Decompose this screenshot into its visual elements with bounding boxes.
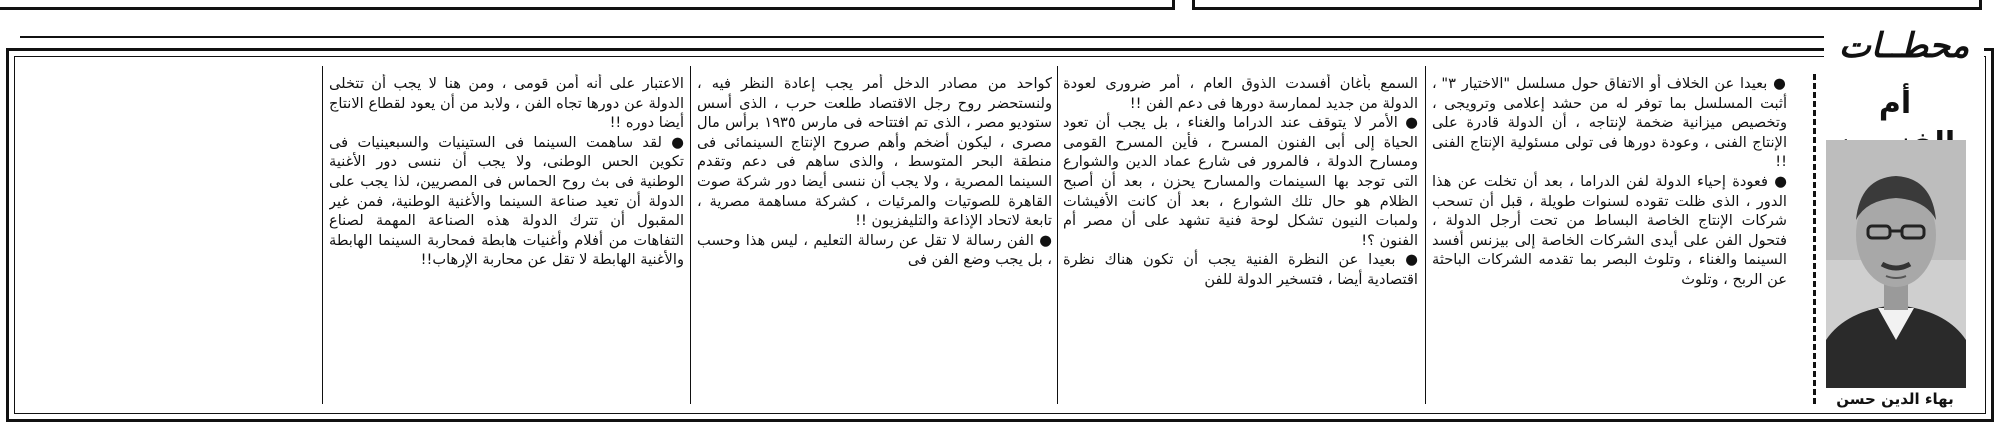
column-divider xyxy=(690,66,691,404)
column-title: أم xyxy=(1878,86,1912,121)
article-column-1 xyxy=(1432,74,1787,404)
author-photo xyxy=(1826,140,1966,388)
paragraph: ● بعيدا عن الخلاف أو الاتفاق حول مسلسل "الاختيار ٣" ، أثبت المسلسل بما توفر له من حشد إعلامى وترويجى ، وتخصيص ميزانية ضخمة لإنتاجه ، أن الدولة قادرة على الإنتاج الفنى ، وعودة دورها فى تولى مسئولية الإنتاج الفنى !! xyxy=(1432,75,1787,171)
top-rule-right xyxy=(1192,0,1982,10)
header-rule xyxy=(20,36,1825,40)
author-byline: بهاء الدين حسن xyxy=(1836,390,1954,408)
paragraph: الاعتبار على أنه أمن قومى ، ومن هنا لا يجب أن تتخلى الدولة عن دورها تجاه الفن ، ولابد من أن يعود لقطاع الانتاج أيضا دوره !! xyxy=(329,75,684,132)
column-divider xyxy=(1057,66,1058,404)
article-column-2 xyxy=(1063,74,1418,404)
section-kicker: محطــات xyxy=(1824,24,1984,68)
paragraph: ● لقد ساهمت السينما فى الستينيات والسبعينيات فى تكوين الحس الوطنى، ولا يجب أن ننسى دور الأغنية الوطنية فى بث روح الحماس فى المصريين، لذا يجب على الدولة أن تعيد صناعة السينما والأغنية الوطنية، فمن غير المقبول أن تترك الدولة هذه الصناعة المهمة لصناع التفاهات من أفلام وأغنيات هابطة فمحاربة السينما الهابطة والأغنية الهابطة لا تقل عن محاربة الإرهاب!! xyxy=(329,133,684,269)
article-column-5 xyxy=(34,74,314,404)
paragraph: كواحد من مصادر الدخل أمر يجب إعادة النظر فيه ، ولنستحضر روح رجل الاقتصاد طلعت حرب ، الذى أسس ستوديو مصر ، الذى تم افتتاحه فى مارس ١٩٣٥ برأس مال مصرى ، ليكون أضخم وأهم صروح الإنتاج السينمائى فى منطقة البحر المتوسط ، والذى ساهم فى دعم وتقدم السينما المصرية ، ولا يجب أن ننسى أيضا دور شركة صوت القاهرة للصوتيات والمرئيات ، كشركة مساهمة مصرية ، تابعة لاتحاد الإذاعة والتليفزيون !! xyxy=(697,75,1052,230)
paragraph: ● الأمر لا يتوقف عند الدراما والغناء ، بل يجب أن تعود الحياة إلى أبى الفنون المسرح ، فأين المسرح القومى ومسارح الدولة ، فالمرور فى شارع عماد الدين والشوارع التى توجد بها السينمات والمسارح يحزن ، بعد أن أصبح الظلام هو حال تلك الشوارع ، بعد أن كانت الأفيشات ولمبات النيون تشكل لوحة فنية تشهد على أن مصر أم الفنون ؟! xyxy=(1063,114,1418,249)
sidebar-dashed-divider xyxy=(1813,74,1816,404)
author-portrait-icon xyxy=(1826,140,1966,388)
paragraph: ● الفن رسالة لا تقل عن رسالة التعليم ، ليس هذا وحسب ، بل يجب وضع الفن فى xyxy=(697,231,1052,269)
paragraph: ● فعودة إحياء الدولة لفن الدراما ، بعد أن تخلت عن هذا الدور ، الذى ظلت تقوده لسنوات طويلة ، قبل أن تسحب شركات الإنتاج الخاصة البساط من تحت أرجل الدولة ، فتحول الفن على أيدى الشركات الخاصة إلى بيزنس أفسد السينما والغناء ، وتلوث البصر بما تقدمه الشركات الباحثة عن الربح ، وتلوث xyxy=(1432,172,1787,288)
column-divider xyxy=(322,66,323,404)
column-divider xyxy=(1425,66,1426,404)
paragraph: ● بعيدا عن النظرة الفنية يجب أن تكون هناك نظرة اقتصادية أيضا ، فتسخير الدولة للفن xyxy=(1063,251,1418,288)
top-rule-left xyxy=(0,0,1175,10)
article-column-4 xyxy=(329,74,684,404)
article-column-3 xyxy=(697,74,1052,404)
paragraph: السمع بأغان أفسدت الذوق العام ، أمر ضرورى لعودة الدولة من جديد لممارسة دورها فى دعم الفن !! xyxy=(1063,75,1418,112)
